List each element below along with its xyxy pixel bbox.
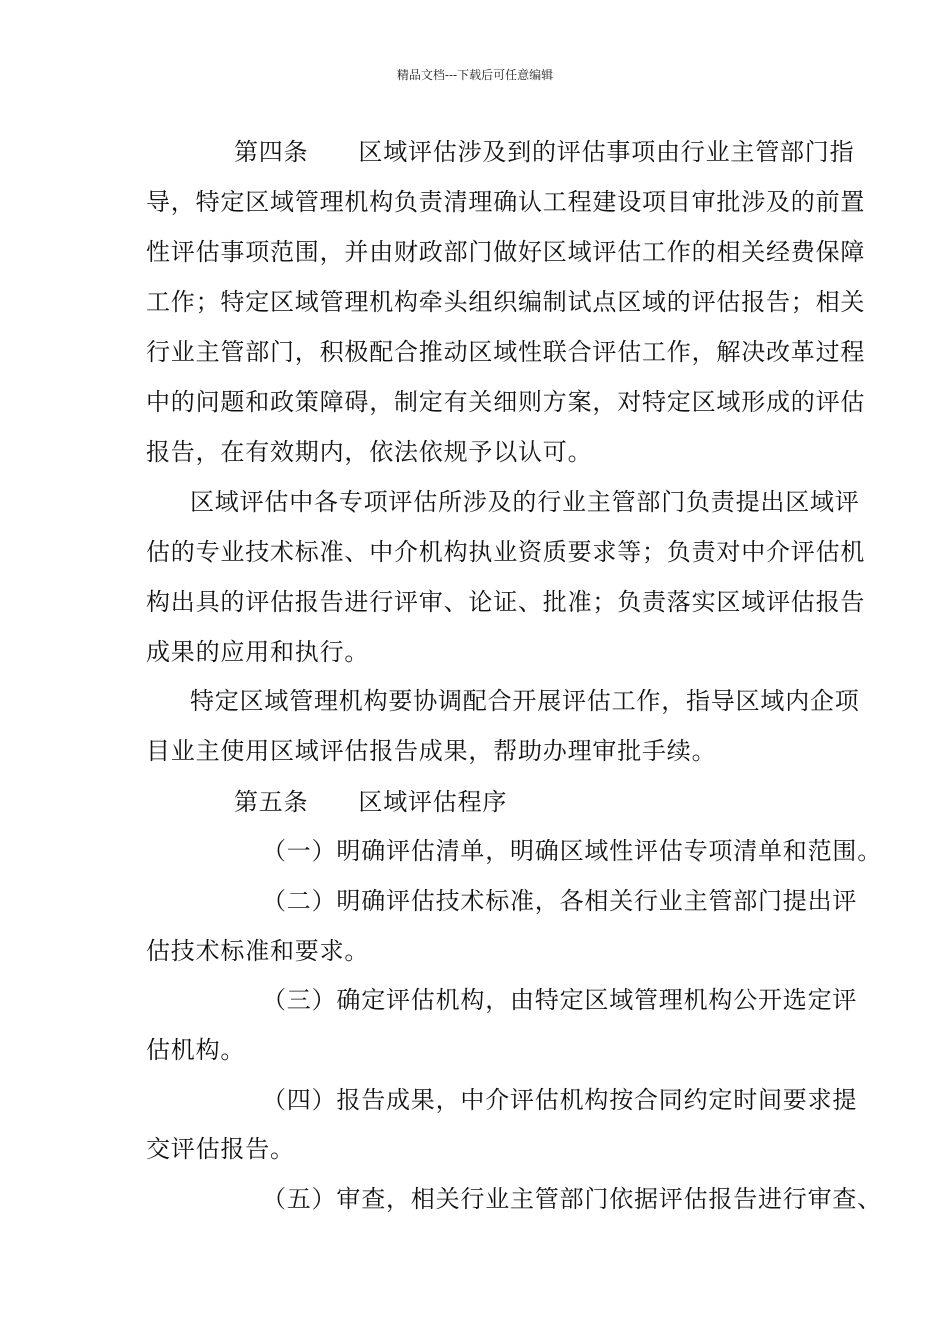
para-2-line-3: 构出具的评估报告进行评审、论证、批准；负责落实区域评估报告 [146, 588, 866, 616]
article-5-heading: 第五条 [234, 788, 309, 816]
article-5-heading-line [234, 787, 507, 817]
para-3-line-2: 目业主使用区域评估报告成果，帮助办理审批手续。 [146, 737, 717, 765]
article-4-line-3: 性评估事项范围，并由财政部门做好区域评估工作的相关经费保障 [146, 238, 866, 266]
article-4-line-7: 报告，在有效期内，依法依规予以认可。 [146, 438, 593, 466]
article-4-heading: 第四条 [234, 138, 309, 166]
item-4-line-2: 交评估报告。 [146, 1135, 295, 1163]
item-1: （一）明确评估清单，明确区域性评估专项清单和范围。 [262, 837, 882, 865]
item-2-line-2: 估技术标准和要求。 [146, 937, 370, 965]
page-header: 精品文档---下载后可任意编辑 [396, 68, 554, 82]
item-4-line-1: （四）报告成果，中介评估机构按合同约定时间要求提 [262, 1086, 858, 1114]
article-4-line-1: 区域评估涉及到的评估事项由行业主管部门指 [358, 138, 855, 166]
article-4-line-5: 行业主管部门，积极配合推动区域性联合评估工作，解决改革过程 [146, 338, 866, 366]
article-4-line-4: 工作；特定区域管理机构牵头组织编制试点区域的评估报告；相关 [146, 288, 866, 316]
article-4-line-6: 中的问题和政策障碍，制定有关细则方案，对特定区域形成的评估 [146, 388, 866, 416]
para-3-line-1: 特定区域管理机构要协调配合开展评估工作，指导区域内企项 [190, 687, 860, 715]
item-3-line-1: （三）确定评估机构，由特定区域管理机构公开选定评 [262, 986, 858, 1014]
item-3-line-2: 估机构。 [146, 1036, 246, 1064]
item-2-line-1: （二）明确评估技术标准，各相关行业主管部门提出评 [262, 887, 858, 915]
para-2-line-2: 估的专业技术标准、中介机构执业资质要求等；负责对中介评估机 [146, 538, 866, 566]
para-2-line-1: 区域评估中各专项评估所涉及的行业主管部门负责提出区域评 [190, 488, 860, 516]
item-5-line-1: （五）审查，相关行业主管部门依据评估报告进行审查、 [262, 1185, 882, 1213]
article-4-first-line [234, 137, 854, 167]
para-2-line-4: 成果的应用和执行。 [146, 638, 370, 666]
article-4-line-2: 导，特定区域管理机构负责清理确认工程建设项目审批涉及的前置 [146, 188, 866, 216]
article-5-title: 区域评估程序 [358, 788, 508, 816]
